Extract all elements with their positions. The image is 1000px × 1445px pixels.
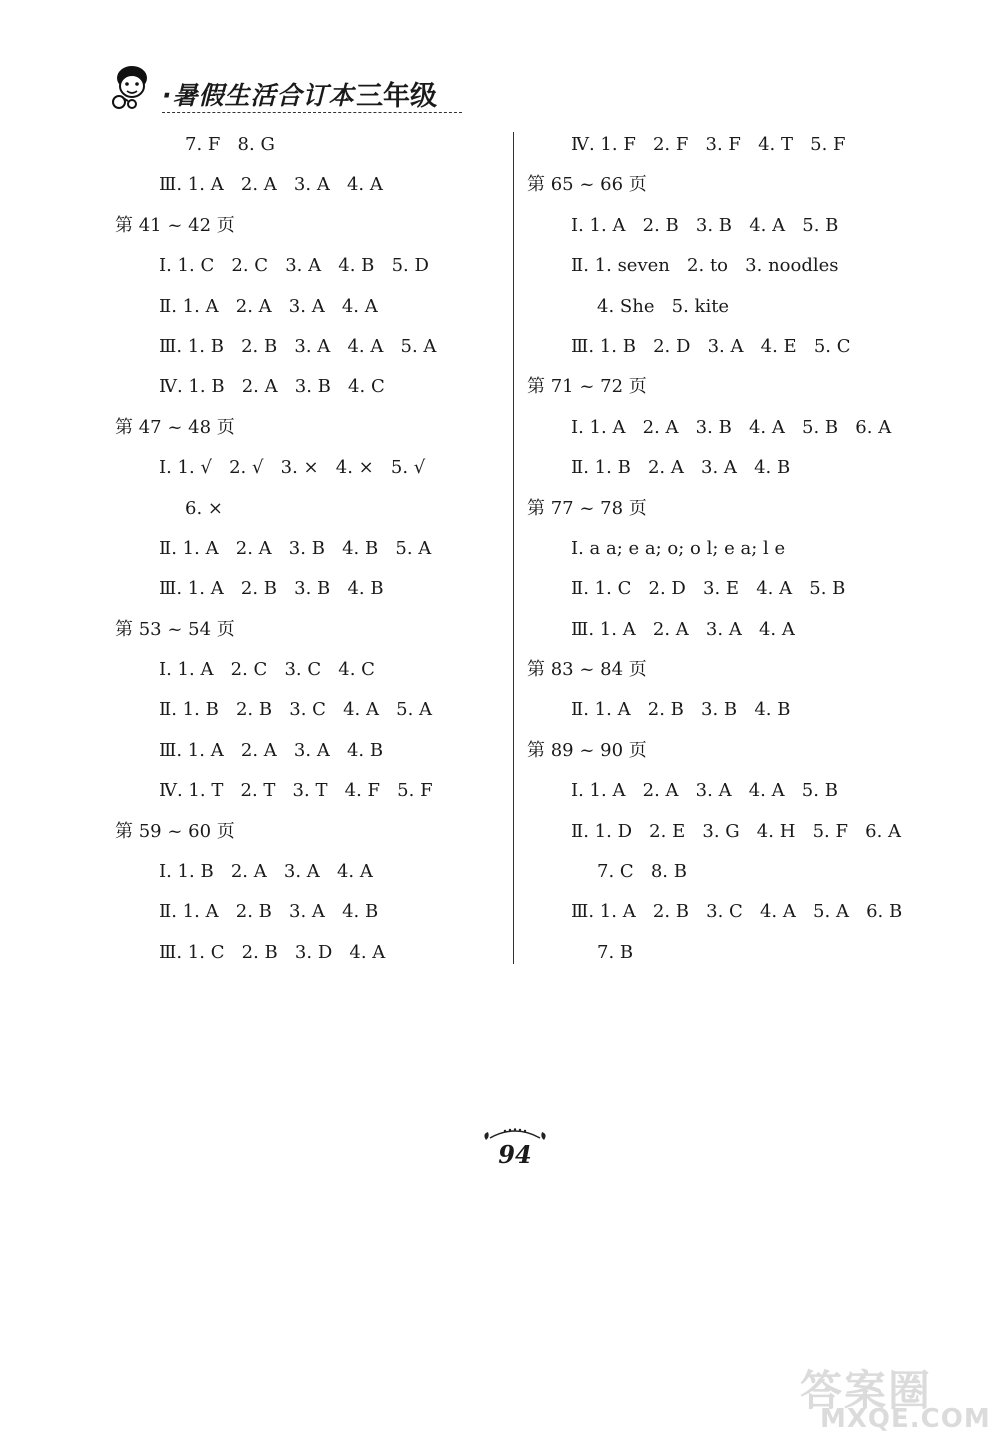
answer-line: Ⅰ. 1. B 2. A 3. A 4. A bbox=[159, 861, 373, 883]
site-watermark bbox=[790, 1358, 990, 1438]
answer-line: Ⅲ. 1. B 2. B 3. A 4. A 5. A bbox=[159, 335, 437, 357]
answer-line: 7. C 8. B bbox=[597, 861, 687, 883]
page-range-heading: 第 53 ~ 54 页 bbox=[115, 618, 235, 640]
answer-line: Ⅰ. 1. A 2. B 3. B 4. A 5. B bbox=[571, 214, 839, 236]
answer-line: Ⅰ. 1. √ 2. √ 3. × 4. × 5. √ bbox=[159, 457, 426, 479]
page-range-heading: 第 41 ~ 42 页 bbox=[115, 214, 235, 236]
page-range-heading: 第 77 ~ 78 页 bbox=[527, 497, 647, 519]
page-number-badge bbox=[470, 1122, 560, 1176]
answer-line: 6. × bbox=[185, 497, 223, 519]
answer-line: Ⅲ. 1. A 2. A 3. A 4. A bbox=[571, 618, 795, 640]
answer-line: Ⅰ. 1. A 2. A 3. B 4. A 5. B 6. A bbox=[571, 416, 892, 438]
answer-line: Ⅲ. 1. A 2. B 3. C 4. A 5. A 6. B bbox=[571, 901, 903, 923]
right-answer-column bbox=[527, 125, 927, 973]
answer-line: Ⅳ. 1. T 2. T 3. T 4. F 5. F bbox=[159, 780, 433, 802]
answer-line: 4. She 5. kite bbox=[597, 295, 730, 317]
answer-line: Ⅳ. 1. B 2. A 3. B 4. C bbox=[159, 376, 385, 398]
answer-line: Ⅲ. 1. B 2. D 3. A 4. E 5. C bbox=[571, 335, 851, 357]
answer-line: Ⅱ. 1. A 2. A 3. A 4. A bbox=[159, 295, 378, 317]
answer-line: Ⅱ. 1. seven 2. to 3. noodles bbox=[571, 255, 839, 277]
page-range-heading: 第 89 ~ 90 页 bbox=[527, 739, 647, 761]
answer-line: Ⅲ. 1. A 2. B 3. B 4. B bbox=[159, 578, 384, 600]
answer-line: Ⅱ. 1. A 2. A 3. B 4. B 5. A bbox=[159, 537, 432, 559]
answer-line: Ⅰ. 1. A 2. A 3. A 4. A 5. B bbox=[571, 780, 838, 802]
column-divider bbox=[513, 132, 514, 964]
page-header bbox=[108, 62, 468, 118]
grade-label: 三年级 bbox=[356, 81, 437, 112]
page-range-heading: 第 83 ~ 84 页 bbox=[527, 659, 647, 681]
answer-line: Ⅲ. 1. A 2. A 3. A 4. A bbox=[159, 174, 383, 196]
answer-line: 7. F 8. G bbox=[185, 134, 275, 155]
answer-line: Ⅳ. 1. F 2. F 3. F 4. T 5. F bbox=[571, 134, 846, 155]
answer-line: Ⅱ. 1. D 2. E 3. G 4. H 5. F 6. A bbox=[571, 820, 902, 842]
page-range-heading: 第 59 ~ 60 页 bbox=[115, 820, 235, 842]
watermark-en: MXQE.COM bbox=[820, 1404, 991, 1434]
watermark-cn: 答案圈 bbox=[800, 1366, 933, 1415]
page-number: 94 bbox=[498, 1140, 532, 1169]
answer-line: 7. B bbox=[597, 941, 634, 963]
header-underline bbox=[162, 112, 462, 113]
page-range-heading: 第 65 ~ 66 页 bbox=[527, 174, 647, 196]
page-range-heading: 第 71 ~ 72 页 bbox=[527, 376, 647, 398]
cartoon-boy-icon bbox=[108, 62, 152, 112]
answer-line: Ⅱ. 1. A 2. B 3. A 4. B bbox=[159, 901, 379, 923]
book-title: ·暑假生活合订本 bbox=[162, 81, 355, 110]
answer-line: Ⅰ. 1. A 2. C 3. C 4. C bbox=[159, 659, 375, 681]
answer-line: Ⅱ. 1. A 2. B 3. B 4. B bbox=[571, 699, 791, 721]
answer-line: Ⅰ. 1. C 2. C 3. A 4. B 5. D bbox=[159, 255, 429, 277]
answer-line: Ⅲ. 1. C 2. B 3. D 4. A bbox=[159, 941, 386, 963]
answer-line: Ⅰ. a a; e a; o; o l; e a; l e bbox=[571, 537, 786, 559]
left-answer-column bbox=[115, 125, 505, 973]
answer-line: Ⅲ. 1. A 2. A 3. A 4. B bbox=[159, 739, 384, 761]
page-range-heading: 第 47 ~ 48 页 bbox=[115, 416, 235, 438]
answer-line: Ⅱ. 1. B 2. B 3. C 4. A 5. A bbox=[159, 699, 433, 721]
answer-line: Ⅱ. 1. C 2. D 3. E 4. A 5. B bbox=[571, 578, 846, 600]
answer-line: Ⅱ. 1. B 2. A 3. A 4. B bbox=[571, 457, 791, 479]
